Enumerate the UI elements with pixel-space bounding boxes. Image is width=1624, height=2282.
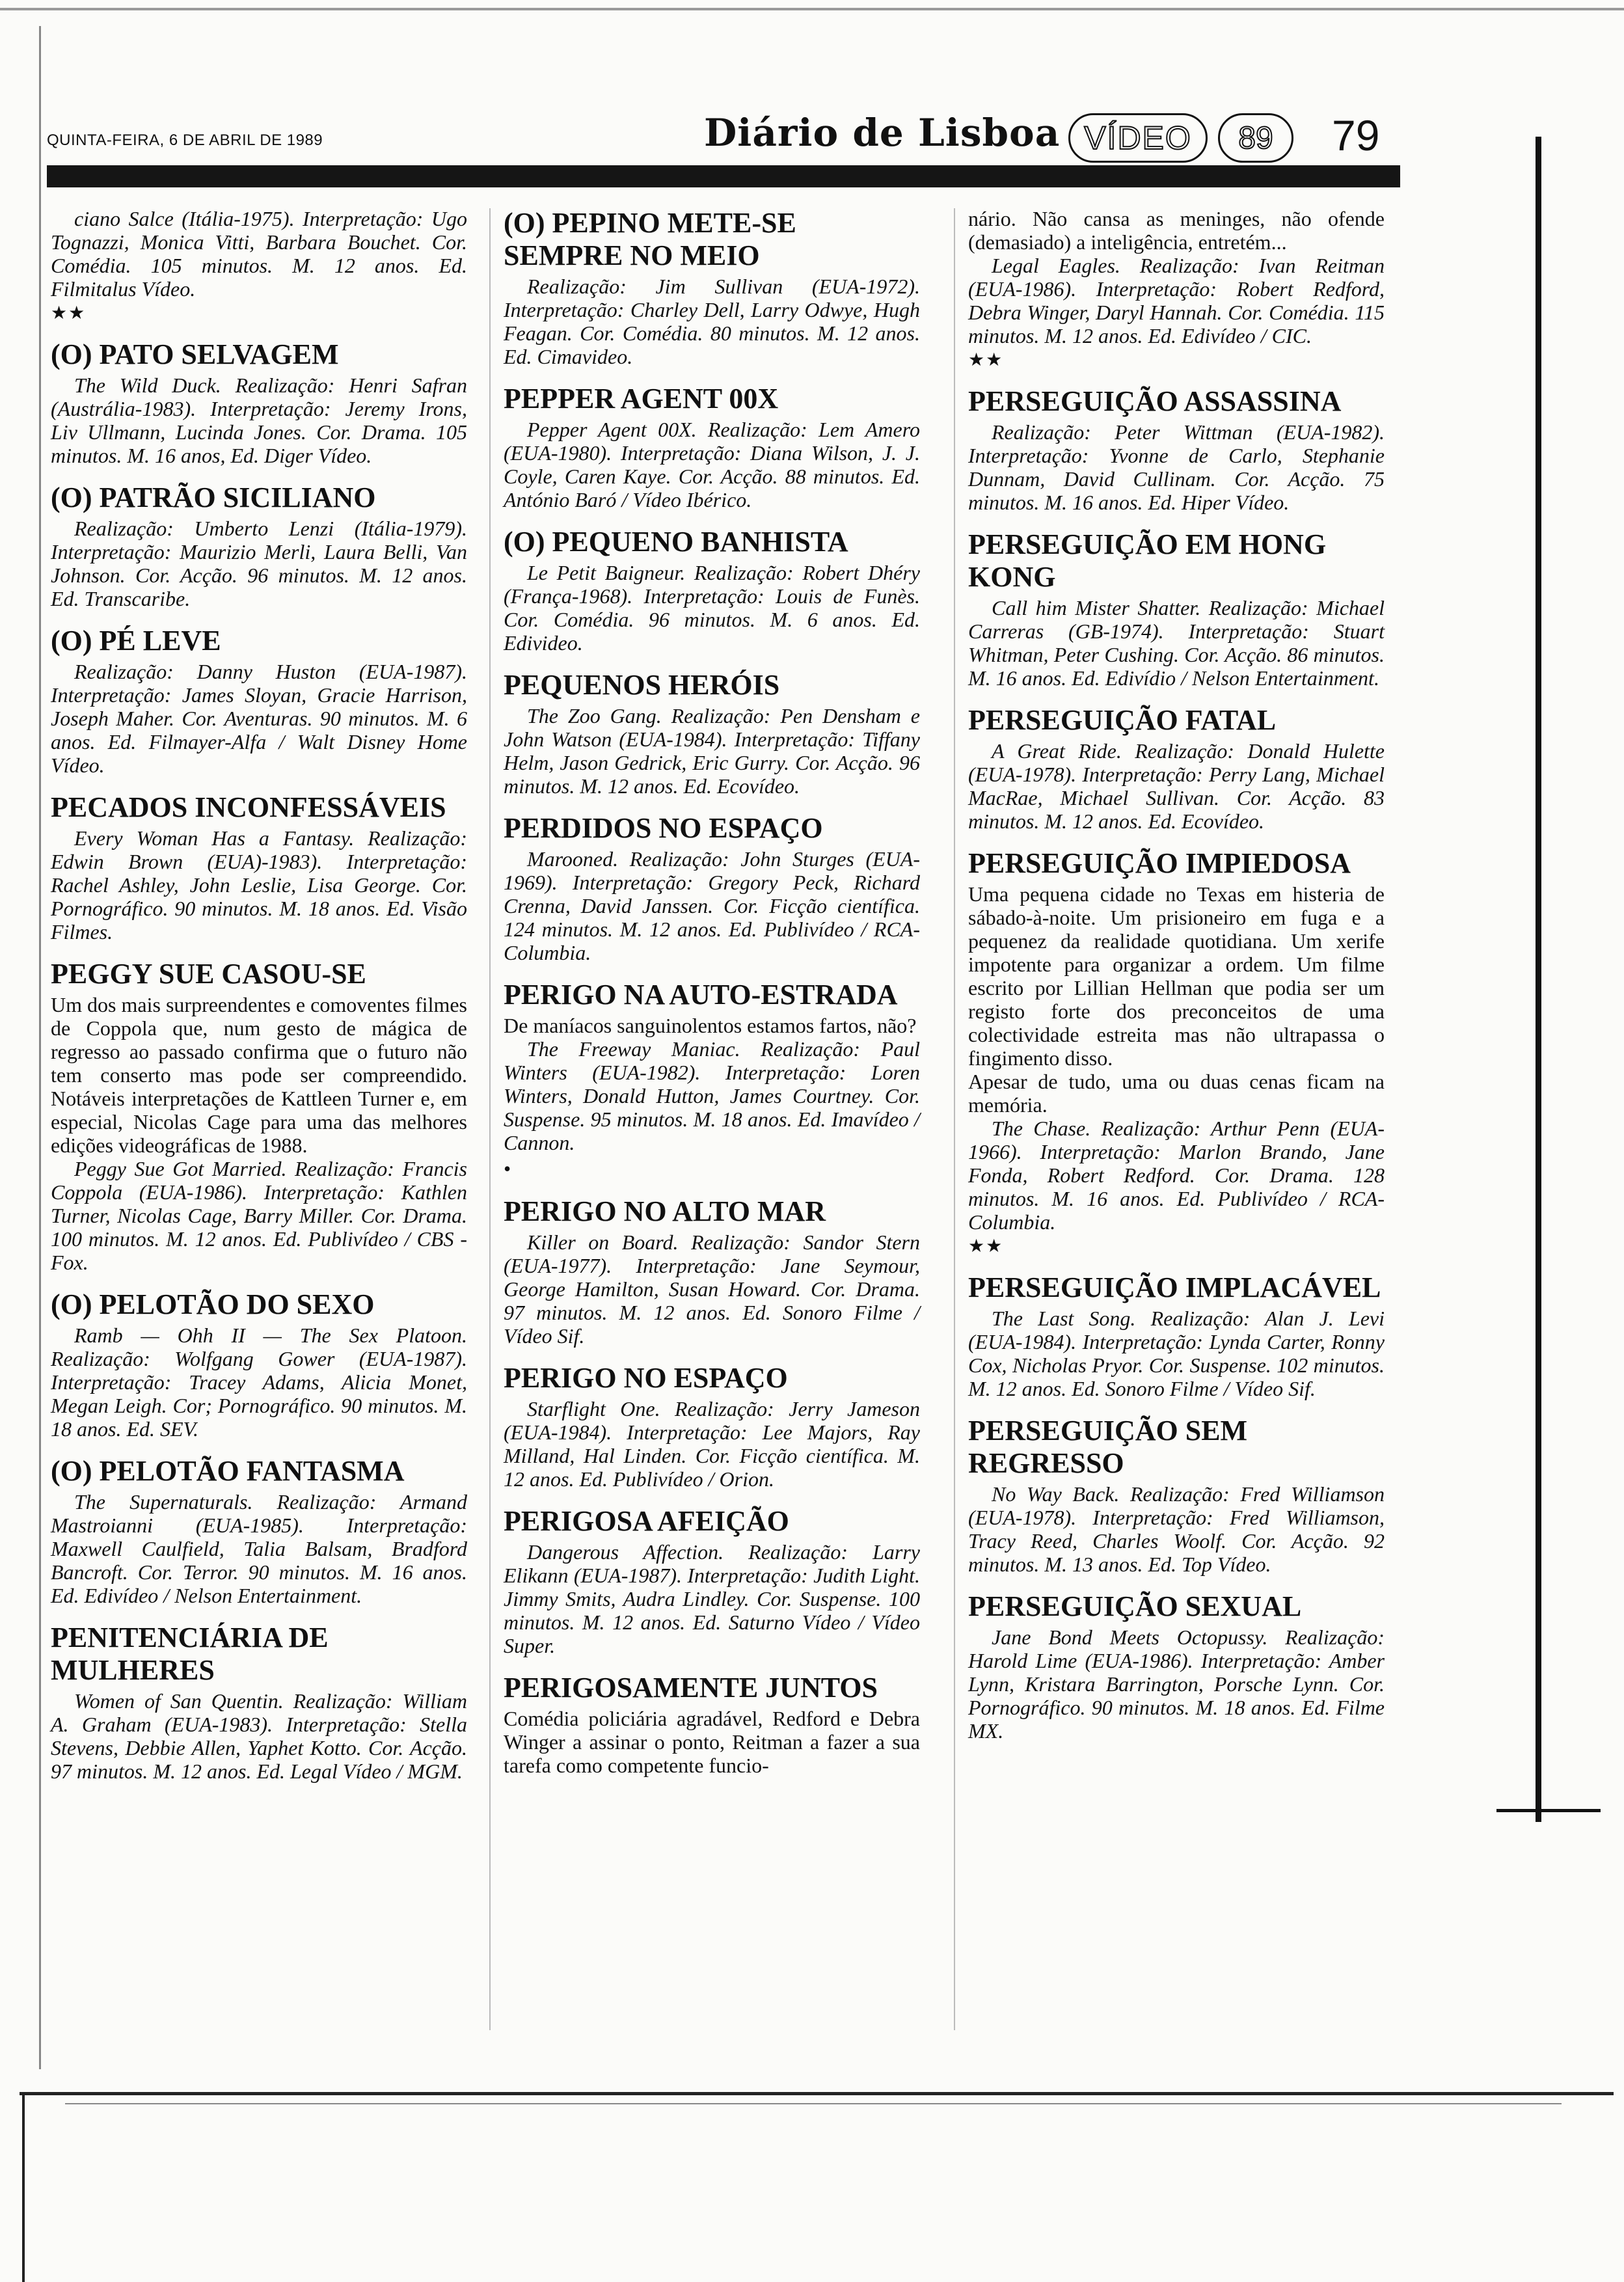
film-review-text: Um dos mais surpreendentes e comoventes filmes de Coppola que, num gesto de mágica de regresso ao passado confirma que o futuro não tem conserto mas pode ser compreendido. Notáveis interpretações de Kattleen Turner e, em especial, Nicolas Cage para uma das melhores edições videográficas de 1988.	[51, 993, 467, 1157]
page-number: 79	[1332, 111, 1380, 159]
film-title: PERIGO NO ALTO MAR	[504, 1195, 826, 1227]
film-credits: The Chase. Realização: Arthur Penn (EUA-1966). Interpretação: Marlon Brando, Jane Fonda, Robert Redford. Cor. Drama. 128 minutos. M. 16 anos. Ed. Publivídeo / RCA-Columbia.	[968, 1117, 1385, 1234]
film-credits: The Wild Duck. Realização: Henri Safran (Austrália-1983). Interpretação: Jeremy Irons, Liv Ullmann, Lucinda Jones. Cor. Drama. 105 minutos. M. 16 anos, Ed. Diger Vídeo.	[51, 374, 467, 467]
film-review-text: Uma pequena cidade no Texas em histeria de sábado-à-noite. Um prisioneiro em fuga e a pequenez da realidade quotidiana. Um xerife impotente para organizar a ordem. Um filme escrito por Lillian Hellman que podia ser um registo forte dos preconceitos de uma colectividade estreita mas não ultrapassa o fingimento disso.	[968, 882, 1385, 1070]
film-entry	[968, 704, 1385, 833]
rating-stars: ★★	[51, 303, 87, 323]
film-entry	[51, 1622, 467, 1783]
rating-stars: ★★	[968, 350, 1004, 370]
film-credits: Le Petit Baigneur. Realização: Robert Dhéry (França-1968). Interpretação: Louis de Funès. Cor. Comédia. 96 minutos. M. 6 anos. Ed. Edivideo.	[504, 561, 920, 655]
film-title: (O) PATO SELVAGEM	[51, 338, 339, 370]
film-title: (O) PATRÃO SICILIANO	[51, 482, 376, 513]
film-entry	[968, 847, 1385, 1257]
column-divider	[954, 208, 955, 2030]
margin-bar	[1536, 137, 1541, 1822]
film-entry	[504, 1672, 920, 1777]
film-title: (O) PÉ LEVE	[51, 625, 221, 657]
film-title: PERSEGUIÇÃO SEM REGRESSO	[968, 1415, 1248, 1479]
film-title: PERSEGUIÇÃO SEXUAL	[968, 1590, 1302, 1622]
film-entry	[968, 528, 1385, 690]
film-credits: Jane Bond Meets Octopussy. Realização: Harold Lime (EUA-1986). Interpretação: Amber Lynn, Kristara Barrington, Porsche Lynn. Cor. Pornográfico. 90 minutos. M. 18 anos. Ed. Filme MX.	[968, 1625, 1385, 1743]
film-title: PERDIDOS NO ESPAÇO	[504, 812, 823, 844]
scan-edge-rule-left	[22, 2092, 25, 2282]
rating-stars: ★★	[968, 1236, 1004, 1256]
film-title: PERSEGUIÇÃO EM HONG KONG	[968, 528, 1327, 593]
film-credits: Call him Mister Shatter. Realização: Michael Carreras (GB-1974). Interpretação: Stuart Whitman, Peter Cushing. Cor. Acção. 86 minutos. M. 16 anos. Ed. Edivídio / Nelson Entertainment.	[968, 596, 1385, 690]
film-entry	[504, 979, 920, 1181]
film-entry	[968, 1415, 1385, 1576]
film-entry	[968, 385, 1385, 514]
film-title: PECADOS INCONFESSÁVEIS	[51, 791, 446, 823]
film-entry	[504, 526, 920, 655]
page-bottom-rule-thin	[65, 2103, 1562, 2104]
film-entry	[504, 812, 920, 964]
masthead-bar	[47, 165, 1400, 187]
film-entry	[51, 482, 467, 610]
film-review-text: De maníacos sanguinolentos estamos fartos, não?	[504, 1014, 917, 1037]
film-title: PENITENCIÁRIA DE MULHERES	[51, 1622, 329, 1686]
film-title: PERIGO NO ESPAÇO	[504, 1362, 788, 1394]
film-credits: The Supernaturals. Realização: Armand Mastroianni (EUA-1985). Interpretação: Maxwell Caulfield, Talia Balsam, Bradford Bancroft. Cor. Terror. 90 minutos. M. 16 anos. Ed. Edivídeo / Nelson Entertainment.	[51, 1490, 467, 1607]
film-title: (O) PEPINO METE-SE SEMPRE NO MEIO	[504, 207, 796, 271]
film-title: PEGGY SUE CASOU-SE	[51, 958, 366, 990]
column-2	[504, 207, 920, 1791]
margin-bar-foot	[1496, 1809, 1601, 1812]
film-entry	[51, 1455, 467, 1607]
film-title: PERIGOSA AFEIÇÃO	[504, 1505, 789, 1537]
film-credits: Pepper Agent 00X. Realização: Lem Amero (EUA-1980). Interpretação: Diana Wilson, J. J. Coyle, Caren Kaye. Cor. Acção. 88 minutos. Ed. António Baró / Vídeo Ibérico.	[504, 418, 920, 511]
film-entry	[504, 1505, 920, 1657]
film-entry	[51, 1288, 467, 1441]
film-title: PEPPER AGENT 00X	[504, 383, 779, 414]
film-entry	[51, 207, 467, 324]
film-credits: Realização: Jim Sullivan (EUA-1972). Interpretação: Charley Dell, Larry Odwye, Hugh Feagan. Cor. Comédia. 80 minutos. M. 12 anos. Ed. Cimavideo.	[504, 275, 920, 368]
film-entry	[51, 791, 467, 944]
film-entry	[51, 958, 467, 1274]
film-credits: The Last Song. Realização: Alan J. Levi (EUA-1984). Interpretação: Lynda Carter, Ronny Cox, Nicholas Pryor. Cor. Suspense. 102 minutos. M. 12 anos. Ed. Sonoro Filme / Vídeo Sif.	[968, 1307, 1385, 1400]
film-credits: Realização: Umberto Lenzi (Itália-1979). Interpretação: Maurizio Merli, Laura Belli, Van Johnson. Cor. Acção. 96 minutos. M. 12 anos. Ed. Transcaribe.	[51, 517, 467, 610]
film-title: PEQUENOS HERÓIS	[504, 669, 780, 701]
film-entry	[504, 669, 920, 798]
film-entry	[504, 1362, 920, 1491]
film-title: PERSEGUIÇÃO ASSASSINA	[968, 385, 1342, 417]
issue-date: QUINTA-FEIRA, 6 DE ABRIL DE 1989	[47, 131, 323, 149]
page-bottom-rule	[20, 2092, 1614, 2095]
film-review-text: Apesar de tudo, uma ou duas cenas ficam na memória.	[968, 1070, 1385, 1117]
film-entry	[51, 625, 467, 777]
film-entry	[504, 207, 920, 368]
scan-edge-rule	[0, 8, 1624, 10]
film-credits: Marooned. Realização: John Sturges (EUA-1969). Interpretação: Gregory Peck, Richard Crenna, David Janssen. Cor. Ficção científica. 124 minutos. M. 12 anos. Ed. Publivídeo / RCA-Columbia.	[504, 847, 920, 964]
film-credits: Starflight One. Realização: Jerry Jameson (EUA-1984). Interpretação: Lee Majors, Ray Milland, Hal Linden. Cor. Ficção científica. M. 12 anos. Ed. Publivídeo / Orion.	[504, 1397, 920, 1491]
film-credits: A Great Ride. Realização: Donald Hulette (EUA-1978). Interpretação: Perry Lang, Michael MacRae, Michael Sullivan. Cor. Acção. 83 minutos. M. 12 anos. Ed. Ecovídeo.	[968, 739, 1385, 833]
film-title: PERIGOSAMENTE JUNTOS	[504, 1672, 878, 1704]
column-3	[968, 207, 1385, 1757]
film-title: (O) PELOTÃO FANTASMA	[51, 1455, 405, 1487]
film-credits: Realização: Danny Huston (EUA-1987). Interpretação: James Sloyan, Gracie Harrison, Joseph Maher. Cor. Aventuras. 90 minutos. M. 6 anos. Ed. Filmayer-Alfa / Walt Disney Home Vídeo.	[51, 660, 467, 777]
film-entry	[51, 338, 467, 467]
film-credits: Dangerous Affection. Realização: Larry Elikann (EUA-1987). Interpretação: Judith Light. Jimmy Smits, Audra Lindley. Cor. Suspense. 100 minutos. M. 12 anos. Ed. Saturno Vídeo / Vídeo Super.	[504, 1540, 920, 1657]
film-entry	[968, 207, 1385, 371]
film-entry	[504, 383, 920, 511]
film-title: (O) PEQUENO BANHISTA	[504, 526, 848, 558]
film-title: PERIGO NA AUTO-ESTRADA	[504, 979, 898, 1011]
film-credits: Every Woman Has a Fantasy. Realização: Edwin Brown (EUA)-1983). Interpretação: Rachel Ashley, John Leslie, Lisa George. Cor. Pornográfico. 90 minutos. M. 18 anos. Ed. Visão Filmes.	[51, 826, 467, 944]
film-entry	[968, 1590, 1385, 1743]
film-credits: Killer on Board. Realização: Sandor Stern (EUA-1977). Interpretação: Jane Seymour, George Hamilton, Susan Howard. Cor. Drama. 97 minutos. M. 12 anos. Ed. Sonoro Filme / Vídeo Sif.	[504, 1230, 920, 1348]
film-credits: No Way Back. Realização: Fred Williamson (EUA-1978). Interpretação: Fred Williamson, Tracy Reed, Charles Woolf. Cor. Acção. 92 minutos. M. 13 anos. Ed. Top Vídeo.	[968, 1482, 1385, 1576]
section-label: VÍDEO	[1068, 113, 1208, 163]
film-title: PERSEGUIÇÃO IMPLACÁVEL	[968, 1271, 1381, 1303]
film-review-text: Comédia policiária agradável, Redford e Debra Winger a assinar o ponto, Reitman a fazer a sua tarefa como competente funcio-	[504, 1707, 920, 1777]
bullet-mark: •	[504, 1157, 511, 1180]
column-1	[51, 207, 467, 1797]
film-credits: Ramb — Ohh II — The Sex Platoon. Realização: Wolfgang Gower (EUA-1987). Interpretação: Tracey Adams, Alicia Monet, Megan Leigh. Cor; Pornográfico. 90 minutos. M. 18 anos. Ed. SEV.	[51, 1324, 467, 1441]
film-credits: Women of San Quentin. Realização: William A. Graham (EUA-1983). Interpretação: Stella Stevens, Debbie Allen, Yaphet Kotto. Cor. Acção. 97 minutos. M. 12 anos. Ed. Legal Vídeo / MGM.	[51, 1689, 467, 1783]
film-credits: Legal Eagles. Realização: Ivan Reitman (EUA-1986). Interpretação: Robert Redford, Debra Winger, Daryl Hannah. Cor. Comédia. 115 minutos. M. 12 anos. Ed. Edivídeo / CIC.	[968, 254, 1385, 347]
film-title: (O) PELOTÃO DO SEXO	[51, 1288, 375, 1320]
film-credits: The Zoo Gang. Realização: Pen Densham e John Watson (EUA-1984). Interpretação: Tiffany Helm, Jason Gedrick, Eric Gurry. Cor. Acção. 96 minutos. M. 12 anos. Ed. Ecovídeo.	[504, 704, 920, 798]
column-divider	[489, 208, 491, 2030]
film-credits: The Freeway Maniac. Realização: Paul Winters (EUA-1982). Interpretação: Loren Winters, Donald Hutton, James Courtney. Cor. Suspense. 95 minutos. M. 18 anos. Ed. Imavídeo / Cannon.	[504, 1037, 920, 1154]
film-credits: Realização: Peter Wittman (EUA-1982). Interpretação: Yvonne de Carlo, Stephanie Dunnam, David Cullinam. Cor. Acção. 75 minutos. M. 16 anos. Ed. Hiper Vídeo.	[968, 420, 1385, 514]
film-entry	[968, 1271, 1385, 1400]
film-credits: Peggy Sue Got Married. Realização: Francis Coppola (EUA-1986). Interpretação: Kathlen Turner, Nicolas Cage, Barry Miller. Cor. Drama. 100 minutos. M. 12 anos. Ed. Publivídeo / CBS - Fox.	[51, 1157, 467, 1274]
film-entry	[504, 1195, 920, 1348]
section-year: 89	[1218, 113, 1293, 163]
newspaper-logo: Diário de Lisboa	[704, 111, 1061, 155]
film-title: PERSEGUIÇÃO IMPIEDOSA	[968, 847, 1351, 879]
masthead	[47, 104, 1400, 189]
film-credits: ciano Salce (Itália-1975). Interpretação: Ugo Tognazzi, Monica Vitti, Barbara Bouchet. Cor. Comédia. 105 minutos. M. 12 anos. Ed. Filmitalus Vídeo.	[51, 207, 467, 301]
film-title: PERSEGUIÇÃO FATAL	[968, 704, 1277, 736]
film-review-text: nário. Não cansa as meninges, não ofende (demasiado) a inteligência, entretém...	[968, 207, 1385, 254]
